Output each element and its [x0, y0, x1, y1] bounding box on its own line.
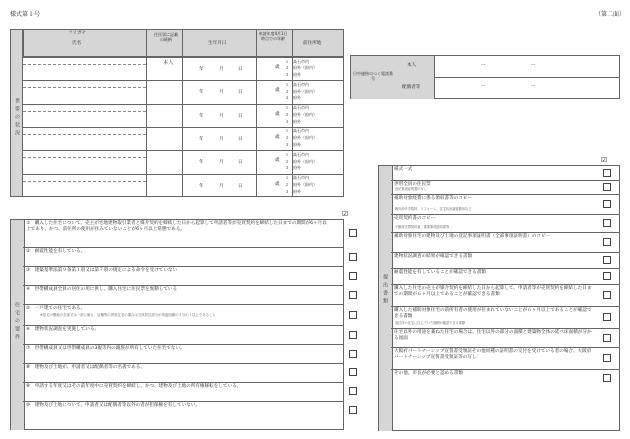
col-residence: 住民票に記載の続柄: [154, 32, 178, 42]
name-input[interactable]: [25, 112, 144, 126]
document-item: 大阪府パートナーシップ宣誓書受領証その他同種の証明書の交付を受けている者の場合、大阪府パートナーシップ宣誓書受領証等の写し: [394, 349, 592, 360]
requirement-item: ⑦ 世帯構成員又は世帯構成員の3親等内の親族が所有していた住宅でない。: [26, 346, 185, 352]
requirement-item: ⑩ 建物及び土地について、申請者又は配偶者等以外の者が担保権を有していない。: [26, 402, 200, 408]
divider: [434, 77, 620, 78]
col-name: 氏名: [72, 41, 82, 46]
requirement-checkbox[interactable]: [349, 253, 357, 261]
age-unit: 歳: [275, 88, 280, 94]
contact-phone-2-sep1[interactable]: ー: [481, 84, 486, 89]
document-subnote: 前住所の住宅に住んでいた期間が確認できる書類: [395, 321, 466, 325]
divider: [343, 29, 344, 197]
documents-side-header: [379, 166, 393, 431]
requirement-checkbox[interactable]: [349, 311, 357, 319]
document-subnote: 登記事項証明書の写し: [395, 187, 427, 191]
contact-phone-2-sep2[interactable]: ー: [531, 84, 536, 89]
birth-year-unit: 年: [199, 183, 204, 189]
row-divider: [23, 363, 344, 364]
document-item: 売買契約書のコピー: [394, 216, 436, 221]
document-item: その他、市長が必要と認める書類: [394, 371, 463, 376]
row-divider: [391, 268, 620, 269]
household-side-label: 世帯の状況: [14, 98, 20, 138]
requirement-checkbox[interactable]: [349, 406, 357, 414]
row-divider: [23, 150, 344, 151]
birth-year-unit: 年: [199, 113, 204, 119]
row-divider: [23, 285, 344, 286]
location-option[interactable]: １ 高石市内: [285, 151, 309, 157]
col-furigana: フリガナ: [68, 31, 87, 36]
contact-row1-label: 本人: [407, 63, 417, 68]
document-checkbox[interactable]: [603, 374, 611, 382]
requirement-item: ⑥ 建物状況調査を実施している。: [26, 327, 100, 333]
location-option[interactable]: ２ 府外（府内）: [285, 158, 317, 164]
requirement-item: ③ 建築基準法第９条第１項又は第７項の規定による命令を受けていない: [26, 268, 178, 274]
location-option[interactable]: ３ 府外: [285, 188, 301, 194]
age-unit: 歳: [275, 111, 280, 117]
requirements-header-check: ☑: [342, 210, 349, 218]
row-divider: [23, 80, 344, 81]
document-item: 補助対象住宅の建物及び土地の登記事項証明書（全部事項証明書）のコピー: [394, 234, 551, 239]
row-divider: [391, 284, 620, 285]
birth-month-unit: 月: [219, 113, 224, 119]
birth-day-unit: 日: [238, 136, 243, 142]
requirement-item: ② 耐震性能を有している。: [26, 249, 86, 255]
document-checkbox[interactable]: [603, 291, 611, 299]
requirement-checkbox[interactable]: [349, 368, 357, 376]
birth-day-unit: 日: [238, 113, 243, 119]
age-unit: 歳: [275, 158, 280, 164]
household-side-header: [10, 29, 23, 197]
document-item: 様式一式: [394, 167, 413, 172]
document-checkbox[interactable]: [603, 183, 611, 191]
document-item: 購入した補助対象住宅の前所有者の使用が住まれていないことが６ヶ月以上であることが確認できる書類: [394, 308, 592, 319]
document-item: 住宅以外の用途を兼ねた住宅の場合は、住宅以外の部分の面積と建築物全体の延べ床面積が分かる図面: [394, 330, 592, 341]
col-location: 前住所地: [303, 41, 322, 46]
row-divider: [23, 325, 344, 326]
document-checkbox[interactable]: [603, 238, 611, 246]
birth-day-unit: 日: [238, 183, 243, 189]
requirement-checkbox[interactable]: [349, 229, 357, 237]
birth-month-unit: 月: [219, 160, 224, 166]
document-item: 購入した住宅の売主が媒介契約を締結した日から起算して、申請者等が売買契約を締結した日までの期間が６ヶ月以上であることが確認できる書類: [394, 286, 592, 297]
row-divider: [23, 382, 344, 383]
birth-month-unit: 月: [219, 67, 224, 72]
birth-day-unit: 日: [238, 160, 243, 166]
documents-header-check: ☑: [601, 156, 608, 164]
name-input[interactable]: [25, 158, 144, 172]
page-label: （第二面）: [595, 11, 626, 18]
row-divider: [391, 232, 620, 233]
row-divider: [391, 369, 620, 370]
birth-year-unit: 年: [199, 67, 204, 72]
location-option[interactable]: ２ 府外（府内）: [285, 135, 317, 141]
row-divider: [23, 57, 344, 58]
document-subnote: 販売仲介手数料、リフォーム、住宅状況調査費用など: [395, 207, 472, 211]
location-option[interactable]: ３ 府外: [285, 118, 301, 124]
location-option[interactable]: ２ 府外（府内）: [285, 88, 317, 94]
document-checkbox[interactable]: [603, 272, 611, 280]
birth-year-unit: 年: [199, 160, 204, 166]
divider: [23, 196, 344, 197]
requirements-side-label: 住宅の要件: [14, 302, 20, 342]
location-option[interactable]: ３ 府外: [285, 142, 301, 147]
document-item: 世帯全員の住民票: [394, 182, 431, 187]
contact-phone-1-sep1[interactable]: ー: [481, 63, 486, 68]
contact-row1-header: [394, 56, 435, 78]
requirement-checkbox[interactable]: [349, 291, 357, 299]
contact-row2-label: 配偶者等: [402, 85, 421, 90]
document-checkbox[interactable]: [603, 219, 611, 227]
location-option[interactable]: ２ 府外（府内）: [285, 111, 317, 117]
row-self-label: 本人: [163, 60, 174, 66]
documents-side-label: 提出書類: [382, 274, 388, 306]
documents-section: [378, 165, 620, 431]
requirement-item: ④ 世帯構成員全員の居住の用に供し、購入住宅に住民票を異動している: [26, 287, 178, 293]
requirement-checkbox[interactable]: [349, 331, 357, 339]
birth-day-unit: 日: [238, 67, 243, 72]
requirement-item: ⑤ 一戸建ての住宅である。: [26, 305, 86, 311]
relation-input[interactable]: [151, 176, 183, 194]
age-unit: 歳: [275, 181, 280, 187]
location-option[interactable]: ２ 府外（府内）: [285, 65, 317, 71]
document-checkbox[interactable]: [603, 334, 611, 342]
row-divider: [23, 401, 344, 402]
row-divider: [391, 306, 620, 307]
row-divider: [391, 347, 620, 348]
requirement-item: ① 購入した住宅について、売主が宅地建物取引業者と媒介契約を締結した日から起算して申請者等が売買契約を締結した日までの期間が6ヶ月以上であり、かつ、前住所の使用が住みていないことが6ヶ月以上常態である。: [26, 221, 327, 232]
divider: [146, 29, 147, 197]
document-checkbox[interactable]: [603, 200, 611, 208]
document-checkbox[interactable]: [603, 313, 611, 321]
row-divider: [391, 214, 620, 215]
location-option[interactable]: １ 高石市内: [285, 58, 309, 64]
relation-input[interactable]: [151, 82, 183, 100]
birth-month-unit: 月: [219, 90, 224, 96]
birth-day-unit: 日: [238, 90, 243, 96]
location-option[interactable]: １ 高石市内: [285, 105, 309, 111]
document-checkbox[interactable]: [603, 256, 611, 264]
row-divider: [23, 266, 344, 267]
document-item: 耐震性能を有していることが確認できる書類: [394, 270, 486, 275]
requirement-checkbox[interactable]: [349, 272, 357, 280]
contact-side-header: [351, 56, 395, 99]
row-divider: [391, 180, 620, 181]
location-option[interactable]: ２ 府外（府内）: [285, 181, 317, 187]
row-divider: [391, 194, 620, 195]
location-option[interactable]: １ 高石市内: [285, 81, 309, 87]
row-divider: [23, 174, 344, 175]
name-input[interactable]: [25, 182, 144, 196]
requirement-item: ⑨ 申請する年度又はその前年度中に売買契約を締結し、かつ、建物及び土地の所有権移転をしている。: [26, 383, 242, 389]
document-checkbox[interactable]: [603, 354, 611, 362]
location-option[interactable]: ３ 府外: [285, 95, 301, 101]
location-option[interactable]: ３ 府外: [285, 72, 301, 78]
form-title: 様式第１号: [10, 11, 41, 18]
requirement-checkbox[interactable]: [349, 387, 357, 395]
divider: [256, 29, 257, 197]
location-option[interactable]: ３ 府外: [285, 165, 301, 171]
age-unit: 歳: [275, 65, 280, 70]
row-divider: [23, 344, 344, 345]
requirement-item: ⑧ 建物及び土地が、申請者又は配偶者等の名義である。: [26, 364, 145, 370]
contact-phone-1-sep2[interactable]: ー: [531, 63, 536, 68]
row-divider: [23, 304, 344, 305]
document-item: 補助対象経費に係る領収書等のコピー: [394, 196, 472, 201]
birth-month-unit: 月: [219, 136, 224, 142]
birth-year-unit: 年: [199, 90, 204, 96]
requirement-note: ※住宅の敷地の全部又は一部に係る、店舗等の併用住宅の場合は当該居住部分が用途面積の２分の１以上であること: [40, 312, 216, 317]
col-age: 申請年度4月1日時点での年齢: [258, 31, 288, 41]
name-input[interactable]: [25, 88, 144, 102]
contact-side-label: 日中連絡のつく電話番号: [353, 71, 393, 81]
name-input[interactable]: [25, 135, 144, 149]
row-divider: [391, 328, 620, 329]
requirement-checkbox[interactable]: [349, 350, 357, 358]
contact-row2-header: [394, 77, 435, 99]
document-item: 建物状況調査の結果が確認できる書類: [394, 254, 473, 259]
age-unit: 歳: [275, 134, 280, 140]
row-divider: [23, 247, 344, 248]
birth-month-unit: 月: [219, 183, 224, 189]
col-birth: 生年月日: [208, 41, 227, 46]
name-input[interactable]: [25, 65, 144, 79]
birth-year-unit: 年: [199, 136, 204, 142]
document-checkbox[interactable]: [603, 169, 611, 177]
relation-input[interactable]: [151, 106, 183, 124]
relation-input[interactable]: [151, 152, 183, 170]
location-option[interactable]: １ 高石市内: [285, 128, 309, 134]
contact-section: [350, 55, 620, 99]
relation-input[interactable]: [151, 129, 183, 147]
document-subnote: 不動産売買契約書、重要事項説明書等: [395, 225, 450, 229]
location-option[interactable]: １ 高石市内: [285, 175, 309, 180]
row-divider: [391, 252, 620, 253]
